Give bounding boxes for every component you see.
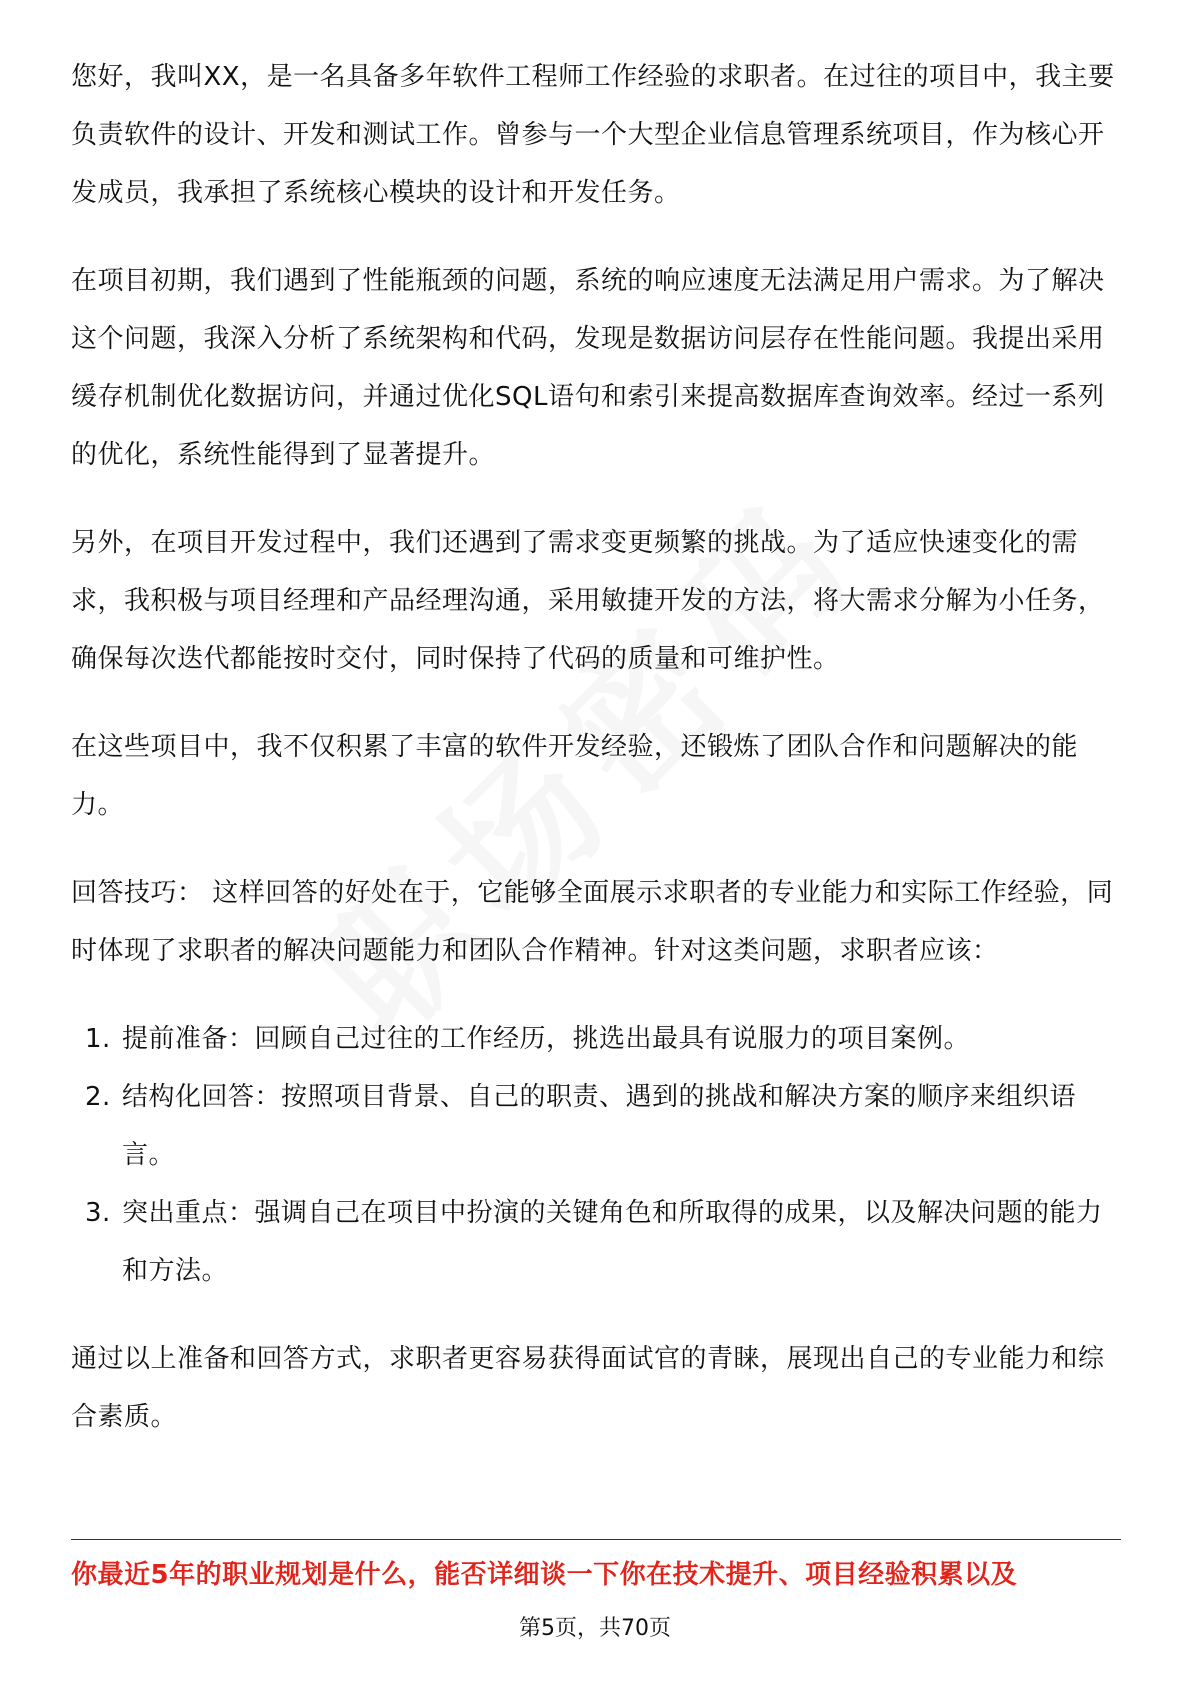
paragraph-intro: 您好，我叫XX，是一名具备多年软件工程师工作经验的求职者。在过往的项目中，我主要负责软件的设计、开发和测试工作。曾参与一个大型企业信息管理系统项目，作为核心开发成员，我承担了系统核心模块的设计和开发任务。 — [71, 62, 1115, 208]
list-item-text: 突出重点：强调自己在项目中扮演的关键角色和所取得的成果，以及解决问题的能力和方法。 — [122, 1198, 1103, 1286]
document-body — [71, 48, 1121, 1476]
page-number: 第5页，共70页 — [519, 1616, 671, 1641]
list-item — [71, 1010, 1121, 1068]
paragraph-performance: 在项目初期，我们遇到了性能瓶颈的问题，系统的响应速度无法满足用户需求。为了解决这个问题，我深入分析了系统架构和代码，发现是数据访问层存在性能问题。我提出采用缓存机制优化数据访问，并通过优化SQL语句和索引来提高数据库查询效率。经过一系列的优化，系统性能得到了显著提升。 — [71, 266, 1105, 470]
list-item-number: 3. — [85, 1198, 111, 1228]
list-item-number: 1. — [85, 1024, 111, 1054]
list-item-text: 结构化回答：按照项目背景、自己的职责、遇到的挑战和解决方案的顺序来组织语言。 — [122, 1082, 1077, 1170]
next-question-heading: 你最近5年的职业规划是什么，能否详细谈一下你在技术提升、项目经验积累以及 — [71, 1560, 1018, 1590]
paragraph-summary: 在这些项目中，我不仅积累了丰富的软件开发经验，还锻炼了团队合作和问题解决的能力。 — [71, 732, 1079, 820]
list-item — [71, 1184, 1121, 1300]
section-divider — [71, 1539, 1121, 1540]
tips-list — [71, 1010, 1121, 1300]
paragraph-answer-tips: 回答技巧： 这样回答的好处在于，它能够全面展示求职者的专业能力和实际工作经验，同时体现了求职者的解决问题能力和团队合作精神。针对这类问题，求职者应该： — [71, 878, 1114, 966]
list-item-number: 2. — [85, 1082, 111, 1112]
list-item-text: 提前准备：回顾自己过往的工作经历，挑选出最具有说服力的项目案例。 — [122, 1024, 971, 1054]
paragraph-conclusion: 通过以上准备和回答方式，求职者更容易获得面试官的青睐，展现出自己的专业能力和综合素质。 — [71, 1344, 1105, 1432]
list-item — [71, 1068, 1121, 1184]
paragraph-requirements: 另外，在项目开发过程中，我们还遇到了需求变更频繁的挑战。为了适应快速变化的需求，我积极与项目经理和产品经理沟通，采用敏捷开发的方法，将大需求分解为小任务，确保每次迭代都能按时交付，同时保持了代码的质量和可维护性。 — [71, 528, 1105, 674]
